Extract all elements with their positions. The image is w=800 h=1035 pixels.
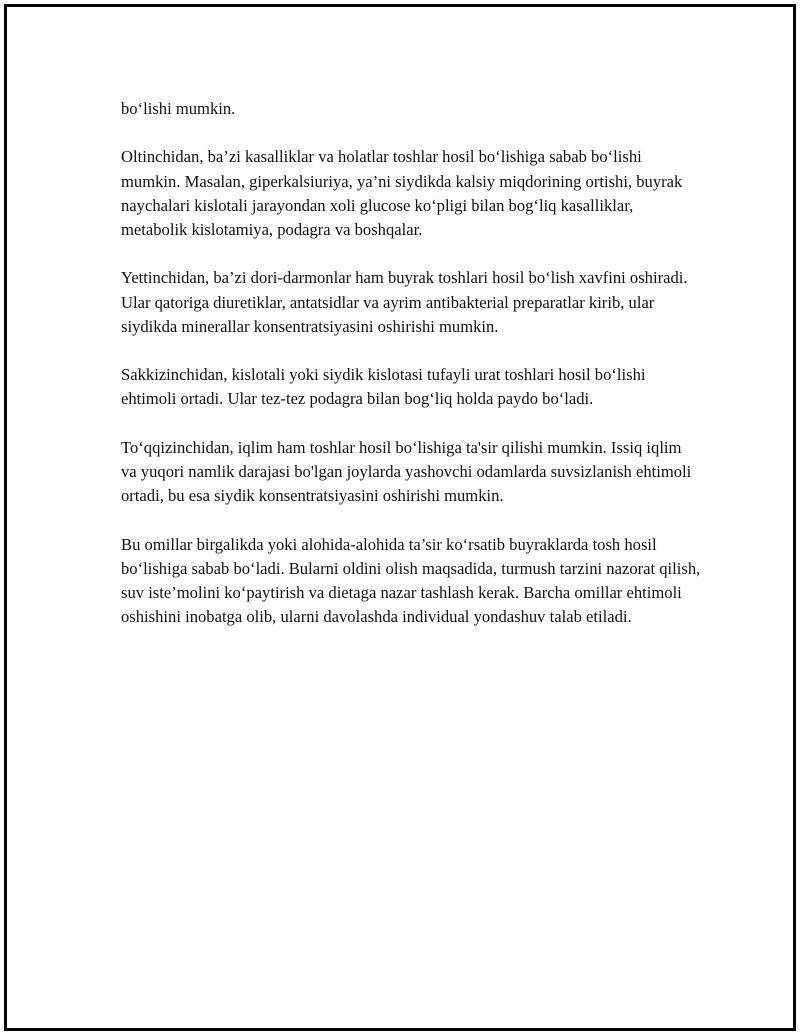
paragraph-sixth-factor: Oltinchidan, ba’zi kasalliklar va holatlar toshlar hosil bo‘lishiga sabab bo‘lishi mumkin. Masalan, giperkalsiuriya, ya’ni siydikda kalsiy miqdorining ortishi, buyrak naychalari kislotali jarayondan xoli glucose ko‘pligi bilan bog‘liq kasalliklar, metabolik kislotamiya, podagra va boshqalar. [121, 147, 683, 239]
paragraph-continuation: bo‘lishi mumkin. [121, 99, 236, 118]
document-page [4, 4, 796, 1031]
paragraph-ninth-factor: To‘qqizinchidan, iqlim ham toshlar hosil bo‘lishiga ta'sir qilishi mumkin. Issiq iqlim va yuqori namlik darajasi bo'lgan joylarda yashovchi odamlarda suvsizlanish ehtimoli ortadi, bu esa siydik konsentratsiyasini oshirishi mumkin. [121, 437, 692, 506]
paragraph-seventh-factor: Yettinchidan, ba’zi dori-darmonlar ham buyrak toshlari hosil bo‘lish xavfini oshiradi. Ular qatoriga diuretiklar, antatsidlar va ayrim antibakterial preparatlar kirib, ular siydikda minerallar konsentratsiyasini oshirishi mumkin. [121, 268, 688, 336]
document-body [121, 97, 701, 654]
paragraph-eighth-factor: Sakkizinchidan, kislotali yoki siydik kislotasi tufayli urat toshlari hosil bo‘lishi ehtimoli ortadi. Ular tez-tez podagra bilan bog‘liq holda paydo bo‘ladi. [121, 365, 646, 409]
paragraph-conclusion: Bu omillar birgalikda yoki alohida-alohida ta’sir ko‘rsatib buyraklarda tosh hosil bo‘lishiga sabab bo‘ladi. Bularni oldini olish maqsadida, turmush tarzini nazorat qilish, suv iste’molini ko‘paytirish va dietaga nazar tashlash kerak. Barcha omillar ehtimoli oshishini inobatga olib, ularni davolashda individual yondashuv talab etiladi. [121, 534, 701, 627]
